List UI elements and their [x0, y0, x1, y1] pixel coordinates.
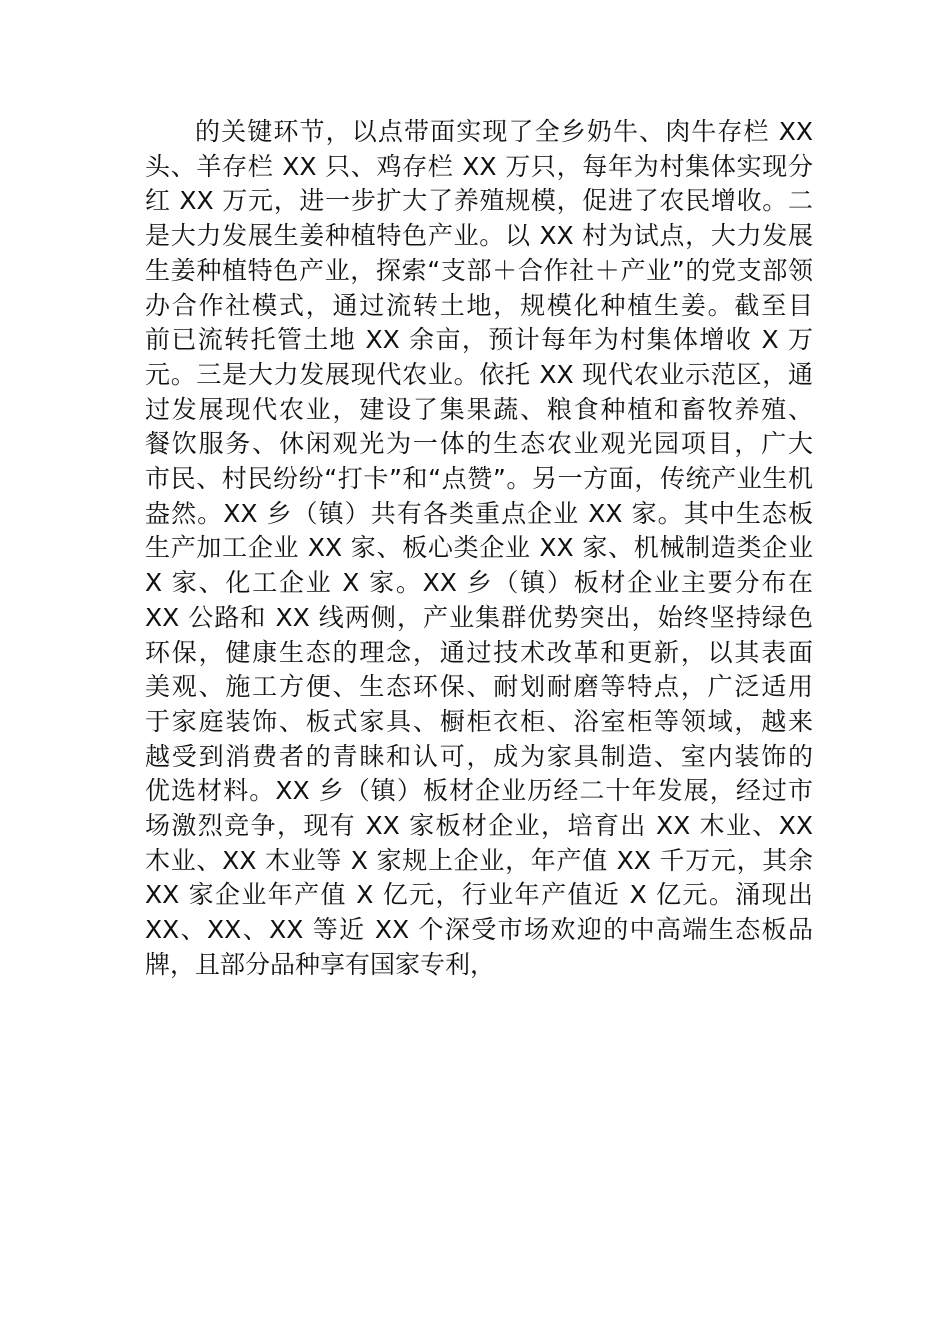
text-line: 生姜种植特色产业，探索“支部＋合作社＋产业”的党支部领 [145, 255, 813, 285]
text-line: 的关键环节，以点带面实现了全乡奶牛、肉牛存栏 XX [195, 117, 813, 146]
text-line: 办合作社模式，通过流转土地，规模化种植生姜。截至目 [145, 290, 813, 320]
text-line: 优选材料。XX 乡（镇）板材企业历经二十年发展，经过市 [145, 776, 813, 806]
text-line: XX 家企业年产值 X 亿元，行业年产值近 X 亿元。涌现出 [145, 880, 813, 910]
text-line: X 家、化工企业 X 家。XX 乡（镇）板材企业主要分布在 [145, 568, 813, 598]
text-line: 过发展现代农业，建设了集果蔬、粮食种植和畜牧养殖、 [145, 394, 813, 424]
text-line: 红 XX 万元，进一步扩大了养殖规模，促进了农民增收。二 [145, 186, 813, 216]
text-line: XX 公路和 XX 线两侧，产业集群优势突出，始终坚持绿色 [145, 602, 813, 632]
text-line: 越受到消费者的青睐和认可，成为家具制造、室内装饰的 [145, 741, 813, 771]
text-line: 是大力发展生姜种植特色产业。以 XX 村为试点，大力发展 [145, 221, 813, 251]
text-line: 餐饮服务、休闲观光为一体的生态农业观光园项目，广大 [145, 429, 813, 459]
text-line: 木业、XX 木业等 X 家规上企业，年产值 XX 千万元，其余 [145, 845, 813, 875]
text-line: 头、羊存栏 XX 只、鸡存栏 XX 万只，每年为村集体实现分 [145, 151, 813, 181]
text-line: 元。三是大力发展现代农业。依托 XX 现代农业示范区，通 [145, 359, 813, 389]
text-line: 场激烈竞争，现有 XX 家板材企业，培育出 XX 木业、XX [145, 811, 813, 841]
text-line: 盎然。XX 乡（镇）共有各类重点企业 XX 家。其中生态板 [145, 498, 813, 528]
text-line: 于家庭装饰、板式家具、橱柜衣柜、浴室柜等领域，越来 [145, 706, 813, 736]
text-line: 前已流转托管土地 XX 余亩，预计每年为村集体增收 X 万 [145, 325, 813, 355]
text-line: 生产加工企业 XX 家、板心类企业 XX 家、机械制造类企业 [145, 533, 813, 563]
text-line: 牌，且部分品种享有国家专利， [145, 949, 496, 979]
body-paragraph [145, 115, 813, 983]
text-line: 市民、村民纷纷“打卡”和“点赞”。另一方面，传统产业生机 [145, 464, 813, 494]
text-line: 环保，健康生态的理念，通过技术改革和更新，以其表面 [145, 637, 813, 667]
text-line: XX、XX、XX 等近 XX 个深受市场欢迎的中高端生态板品 [145, 915, 813, 945]
text-line: 美观、施工方便、生态环保、耐划耐磨等特点，广泛适用 [145, 672, 813, 702]
